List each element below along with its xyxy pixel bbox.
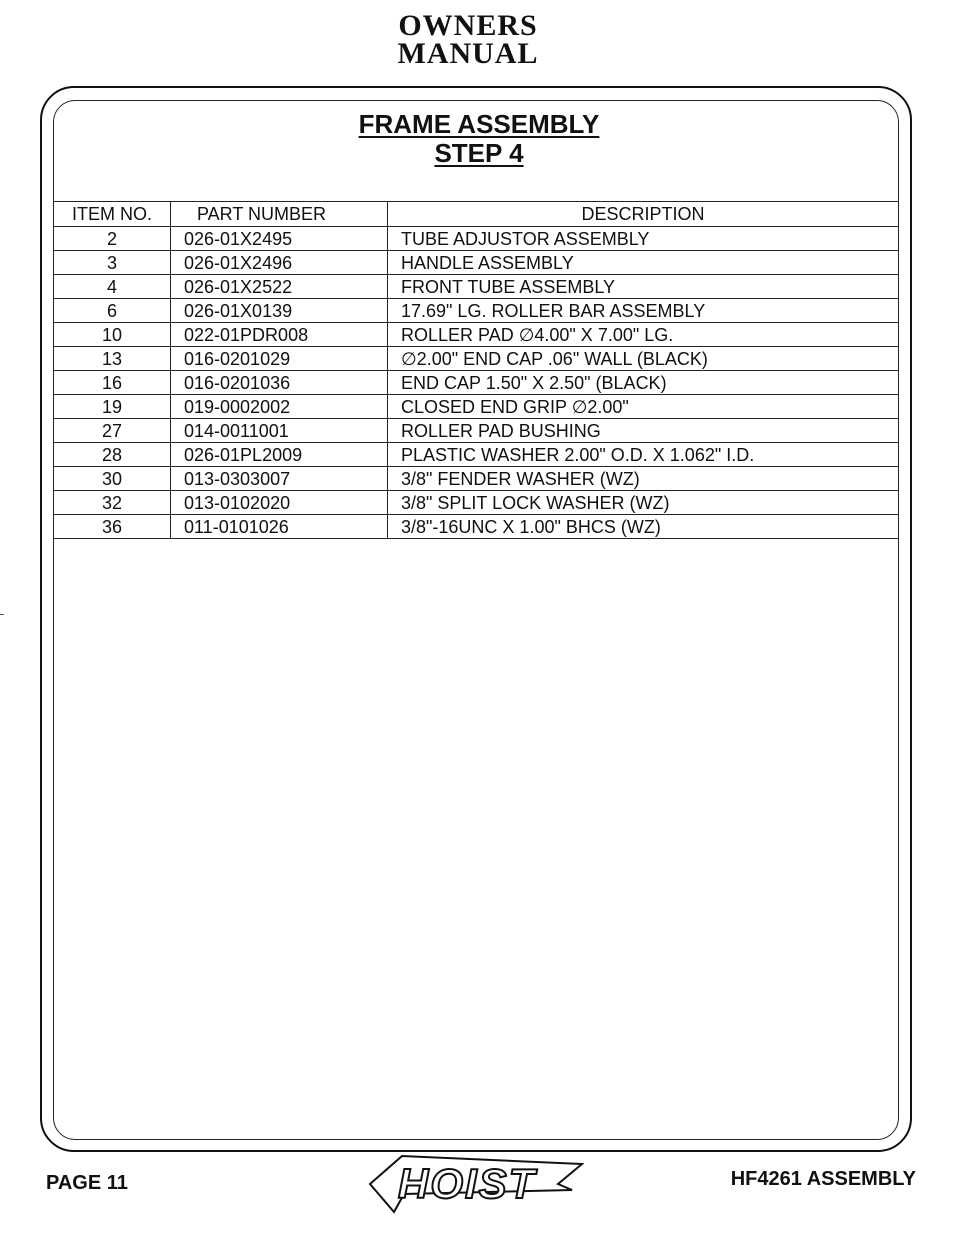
item-no-cell: 32 bbox=[54, 491, 171, 515]
part-number-cell: 026-01X2495 bbox=[171, 227, 388, 251]
description-cell: 3/8"-16UNC X 1.00" BHCS (WZ) bbox=[388, 515, 899, 539]
table-row bbox=[54, 419, 898, 443]
part-number-cell: 026-01X0139 bbox=[171, 299, 388, 323]
column-header-item-no: ITEM NO. bbox=[54, 202, 171, 227]
description-cell: 3/8" SPLIT LOCK WASHER (WZ) bbox=[388, 491, 899, 515]
item-no-cell: 36 bbox=[54, 515, 171, 539]
item-no-cell: 3 bbox=[54, 251, 171, 275]
item-no-cell: 13 bbox=[54, 347, 171, 371]
part-number-cell: 026-01PL2009 bbox=[171, 443, 388, 467]
description-cell: FRONT TUBE ASSEMBLY bbox=[388, 275, 899, 299]
table-header-row bbox=[54, 202, 898, 227]
part-number-cell: 013-0303007 bbox=[171, 467, 388, 491]
part-number-cell: 016-0201036 bbox=[171, 371, 388, 395]
item-no-cell: 10 bbox=[54, 323, 171, 347]
parts-table bbox=[54, 201, 898, 539]
part-number-cell: 011-0101026 bbox=[171, 515, 388, 539]
column-header-part-number: PART NUMBER bbox=[171, 202, 388, 227]
item-no-cell: 30 bbox=[54, 467, 171, 491]
hoist-logo bbox=[368, 1154, 584, 1214]
description-cell: CLOSED END GRIP ∅2.00" bbox=[388, 395, 899, 419]
description-cell: ROLLER PAD BUSHING bbox=[388, 419, 899, 443]
table-row bbox=[54, 371, 898, 395]
model-assembly-label: HF4261 ASSEMBLY bbox=[730, 1168, 916, 1190]
description-cell: HANDLE ASSEMBLY bbox=[388, 251, 899, 275]
part-number-cell: 019-0002002 bbox=[171, 395, 388, 419]
item-no-cell: 4 bbox=[54, 275, 171, 299]
table-row bbox=[54, 395, 898, 419]
item-no-cell: 16 bbox=[54, 371, 171, 395]
table-row bbox=[54, 515, 898, 539]
manual-title bbox=[0, 9, 936, 70]
column-header-description: DESCRIPTION bbox=[388, 202, 899, 227]
part-number-cell: 026-01X2522 bbox=[171, 275, 388, 299]
table-row bbox=[54, 275, 898, 299]
item-no-cell: 2 bbox=[54, 227, 171, 251]
manual-title-line1: OWNERS bbox=[398, 9, 538, 42]
description-cell: 3/8" FENDER WASHER (WZ) bbox=[388, 467, 899, 491]
hoist-logo-wordmark: HOIST bbox=[398, 1160, 537, 1207]
table-row bbox=[54, 467, 898, 491]
item-no-cell: 19 bbox=[54, 395, 171, 419]
part-number-cell: 026-01X2496 bbox=[171, 251, 388, 275]
table-row bbox=[54, 227, 898, 251]
description-cell: ∅2.00" END CAP .06" WALL (BLACK) bbox=[388, 347, 899, 371]
table-row bbox=[54, 443, 898, 467]
description-cell: 17.69" LG. ROLLER BAR ASSEMBLY bbox=[388, 299, 899, 323]
item-no-cell: 27 bbox=[54, 419, 171, 443]
section-title: FRAME ASSEMBLY bbox=[358, 109, 600, 139]
part-number-cell: 016-0201029 bbox=[171, 347, 388, 371]
item-no-cell: 28 bbox=[54, 443, 171, 467]
part-number-cell: 014-0011001 bbox=[171, 419, 388, 443]
part-number-cell: 022-01PDR008 bbox=[171, 323, 388, 347]
table-row bbox=[54, 323, 898, 347]
description-cell: PLASTIC WASHER 2.00" O.D. X 1.062" I.D. bbox=[388, 443, 899, 467]
item-no-cell: 6 bbox=[54, 299, 171, 323]
section-step: STEP 4 bbox=[434, 138, 524, 168]
table-row bbox=[54, 299, 898, 323]
manual-title-line2: MANUAL bbox=[397, 37, 539, 70]
part-number-cell: 013-0102020 bbox=[171, 491, 388, 515]
page-number: PAGE 11 bbox=[46, 1172, 128, 1194]
description-cell: END CAP 1.50" X 2.50" (BLACK) bbox=[388, 371, 899, 395]
table-row bbox=[54, 347, 898, 371]
description-cell: TUBE ADJUSTOR ASSEMBLY bbox=[388, 227, 899, 251]
table-row bbox=[54, 491, 898, 515]
table-row bbox=[54, 251, 898, 275]
description-cell: ROLLER PAD ∅4.00" X 7.00" LG. bbox=[388, 323, 899, 347]
section-heading bbox=[0, 110, 954, 168]
scan-mark bbox=[0, 614, 4, 615]
